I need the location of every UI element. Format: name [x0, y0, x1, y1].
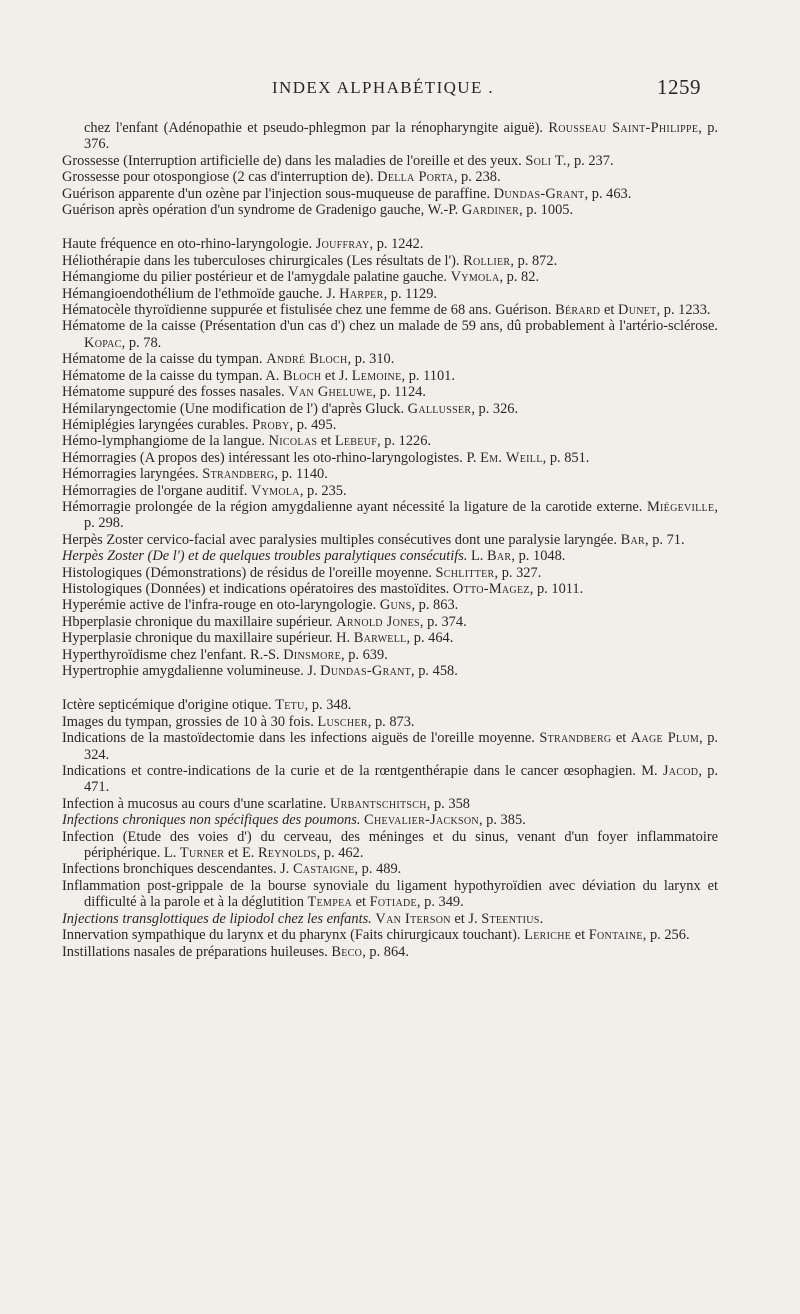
index-entry	[62, 548, 718, 564]
entry-text: , p. 324.	[84, 730, 718, 763]
entry-text: et J.	[321, 367, 352, 384]
author-name: Dundas-Grant	[493, 185, 585, 202]
author-name: Proby	[252, 416, 290, 433]
entry-text: Hypertrophie amygdalienne volumineuse. J.	[62, 663, 321, 679]
author-name: Vymola	[250, 482, 300, 499]
author-name: Em. Weill	[480, 449, 543, 466]
entry-text: , p. 385.	[478, 812, 526, 829]
entry-text: , p. 489.	[354, 861, 402, 878]
page-header	[0, 75, 800, 102]
index-entry	[62, 878, 718, 911]
entry-text: , p. 1242.	[369, 236, 424, 253]
author-name: Gardiner	[461, 202, 520, 219]
entry-text: Hématome de la caisse (Présentation d'un cas d') chez un malade de 59 ans, dû probablement à l'artério-sclérose.	[62, 318, 718, 335]
index-entry	[62, 532, 718, 548]
index-entry	[62, 697, 718, 713]
entry-text: Hyperthyroïdisme chez l'enfant. R.-S.	[62, 646, 284, 663]
entry-text: , p. 235.	[299, 482, 347, 499]
index-entry	[62, 417, 718, 433]
entry-text: Hémorragies laryngées.	[62, 466, 203, 483]
index-entry	[62, 597, 718, 613]
index-entry	[62, 433, 718, 449]
index-entry	[62, 368, 718, 384]
author-name: Bérard	[555, 302, 601, 319]
author-name: Barwell	[353, 630, 407, 647]
index-entries	[62, 120, 718, 960]
author-name: Chevalier-Jackson	[364, 812, 479, 829]
author-name: Gallusser	[407, 400, 472, 417]
entry-text: , p. 326.	[471, 400, 519, 417]
entry-text: et	[571, 927, 589, 944]
index-entry	[62, 763, 718, 796]
index-entry	[62, 927, 718, 943]
entry-text: et J.	[450, 910, 482, 927]
entry-text: Hémorragies (A propos des) intéressant les oto-rhino-laryngologistes. P.	[62, 449, 481, 466]
entry-text: Infection à mucosus au cours d'une scarlatine.	[62, 795, 330, 812]
author-name: Fotiade	[369, 894, 417, 911]
index-entry	[62, 384, 718, 400]
author-name: Jouffray	[315, 236, 370, 253]
index-entry	[62, 202, 718, 218]
author-name: Harper	[339, 285, 384, 302]
index-entry	[62, 861, 718, 877]
entry-title-italic: Infections chroniques non spécifiques des poumons.	[62, 812, 361, 829]
entry-text: Hématome suppuré des fosses nasales.	[62, 384, 289, 401]
entry-text: et	[352, 894, 370, 911]
author-name: Strandberg	[202, 466, 275, 483]
entry-text: , p. 310.	[347, 351, 395, 368]
index-entry	[62, 450, 718, 466]
entry-text: , p. 374.	[419, 613, 467, 630]
index-entry	[62, 286, 718, 302]
entry-text: , p. 358	[426, 795, 470, 812]
entry-text: , p. 495.	[289, 416, 337, 433]
entry-text: , p. 237.	[566, 152, 614, 169]
author-name: Aage Plum	[630, 730, 700, 747]
entry-text: et	[611, 730, 631, 747]
author-name: Bloch	[283, 367, 322, 384]
author-name: André Bloch	[266, 351, 348, 368]
index-entry	[62, 565, 718, 581]
entry-text: Hyperémie active de l'infra-rouge en oto-laryngologie.	[62, 597, 380, 614]
entry-text: Hbperplasie chronique du maxillaire supérieur.	[62, 613, 337, 630]
author-name: Della Porta	[377, 169, 454, 186]
entry-text: et	[317, 433, 335, 450]
entry-title-italic: Herpès Zoster (De l') et de quelques troubles paralytiques consécutifs.	[62, 548, 468, 565]
entry-text: , p. 863.	[411, 597, 459, 614]
entry-text: Hémangiome du pilier postérieur et de l'amygdale palatine gauche.	[62, 269, 451, 286]
running-title: INDEX ALPHABÉTIQUE .	[272, 78, 495, 97]
entry-text: , p. 1011.	[529, 580, 584, 597]
section-gap	[62, 218, 718, 236]
entry-text: Hématocèle thyroïdienne suppurée et fistulisée chez une femme de 68 ans. Guérison.	[62, 302, 556, 319]
entry-text: Hémangioendothélium de l'ethmoïde gauche. J.	[62, 285, 340, 302]
author-name: Urbantschitsch	[329, 795, 427, 812]
index-entry	[62, 236, 718, 252]
entry-text: Hémorragies de l'organe auditif.	[62, 482, 251, 499]
entry-text: , p. 376.	[84, 120, 718, 153]
entry-text: , p. 872.	[510, 252, 558, 269]
index-entry	[62, 581, 718, 597]
author-name: Lemoine	[351, 367, 402, 384]
entry-text: , p. 348.	[304, 697, 352, 714]
author-name: Bar	[487, 548, 512, 565]
entry-text: , p. 864.	[362, 943, 409, 960]
author-name: Castaigne	[292, 861, 355, 878]
author-name: Beco	[331, 943, 363, 960]
entry-text: , p. 873.	[367, 713, 415, 730]
entry-text: L.	[467, 548, 488, 565]
index-entry	[62, 186, 718, 202]
author-name: Bar	[620, 531, 645, 548]
entry-text: , p. 1129.	[383, 285, 438, 302]
entry-text: Histologiques (Données) et indications opératoires des mastoïdites.	[62, 580, 453, 597]
entry-text: et E.	[224, 845, 258, 862]
entry-text: , p. 851.	[542, 449, 590, 466]
author-name: Miégeville	[646, 498, 715, 515]
author-name: Tempea	[307, 894, 352, 911]
author-name: Reynolds	[257, 845, 317, 862]
section-gap	[62, 679, 718, 697]
index-entry	[62, 153, 718, 169]
entry-text: , p. 639.	[341, 646, 388, 663]
index-entry	[62, 302, 718, 318]
entry-text: , p. 1140.	[274, 466, 328, 483]
entry-text: .	[539, 910, 544, 927]
author-name: Otto-Magez	[452, 580, 530, 597]
index-entry	[62, 812, 718, 828]
entry-text: , p. 1226.	[377, 433, 432, 450]
entry-text: Hémorragie prolongée de la région amygdalienne ayant nécessité la ligature de la carotide externe.	[62, 498, 647, 515]
entry-text: , p. 458.	[411, 663, 458, 679]
index-entry-continuation	[62, 120, 718, 153]
entry-text: Hématome de la caisse du tympan.	[62, 351, 267, 368]
page-number: 1259	[657, 75, 701, 99]
index-entry	[62, 169, 718, 185]
author-name: Dinsmore	[283, 646, 342, 663]
entry-text: Indications de la mastoïdectomie dans les infections aiguës de l'oreille moyenne.	[62, 730, 540, 747]
author-name: Guns	[379, 597, 412, 614]
author-name: Soli T.	[525, 152, 567, 169]
entry-text: chez l'enfant (Adénopathie et pseudo-phlegmon par la rénopharyngite aiguë).	[84, 120, 549, 136]
index-entry	[62, 499, 718, 532]
author-name: Dunet	[618, 302, 657, 319]
index-entry	[62, 466, 718, 482]
index-entry	[62, 730, 718, 763]
index-entry	[62, 630, 718, 646]
index-entry	[62, 351, 718, 367]
author-name: Van Gheluwe	[288, 384, 373, 401]
author-name: Nicolas	[268, 433, 318, 450]
author-name: Kopac	[84, 334, 122, 351]
entry-title-italic: Injections transglottiques de lipiodol chez les enfants.	[62, 910, 372, 927]
index-entry	[62, 318, 718, 351]
index-entry	[62, 401, 718, 417]
entry-text: , p. 1124.	[372, 384, 426, 401]
entry-text: , p. 327.	[494, 564, 542, 581]
entry-text: Hyperplasie chronique du maxillaire supérieur. H.	[62, 630, 354, 647]
author-name: Dundas-Grant	[320, 663, 412, 679]
entry-text: Hémo-lymphangiome de la langue.	[62, 433, 269, 450]
author-name: Tetu	[275, 697, 305, 714]
author-name: Vymola	[450, 269, 500, 286]
entry-text: Images du tympan, grossies de 10 à 30 fois.	[62, 713, 318, 730]
author-name: Jacod	[662, 763, 699, 780]
entry-text: , p. 1233.	[656, 302, 711, 319]
entry-text: Hémiplégies laryngées curables.	[62, 416, 253, 433]
author-name: Turner	[179, 845, 225, 862]
entry-text: Infection (Etude des voies d') du cerveau, des méninges et du sinus, venant d'un foyer inflammatoire périphérique. L.	[62, 828, 718, 862]
entry-text: Grossesse pour otospongiose (2 cas d'interruption de).	[62, 169, 378, 186]
entry-text: Haute fréquence en oto-rhino-laryngologie.	[62, 236, 316, 253]
author-name: Strandberg	[539, 730, 612, 747]
author-name: Arnold Jones	[336, 613, 420, 630]
index-entry	[62, 647, 718, 663]
entry-text: , p. 298.	[84, 498, 718, 532]
entry-text: Innervation sympathique du larynx et du pharynx (Faits chirurgicaux touchant).	[62, 927, 525, 944]
author-name: Schlitter	[435, 564, 495, 581]
index-entry	[62, 483, 718, 499]
author-name: Fontaine	[588, 927, 643, 944]
entry-text: , p. 256.	[642, 927, 690, 944]
index-entry	[62, 911, 718, 927]
author-name: Lebeuf	[334, 433, 378, 450]
entry-text: Hémilaryngectomie (Une modification de l') d'après Gluck.	[62, 400, 408, 417]
entry-text: , p. 78.	[121, 334, 162, 351]
entry-text: Guérison après opération d'un syndrome de Gradenigo gauche, W.-P.	[62, 202, 462, 219]
index-entry	[62, 253, 718, 269]
entry-text: , p. 71.	[645, 531, 685, 548]
entry-text: , p. 1005.	[519, 202, 574, 219]
entry-text: Ictère septicémique d'origine otique.	[62, 697, 276, 714]
index-entry	[62, 663, 718, 679]
author-name: Rollier	[463, 252, 511, 269]
entry-text: Inflammation post-grippale de la bourse synoviale du ligament hypothyroïdien avec déviation du larynx et difficulté à la parole et à la déglutition	[62, 877, 718, 911]
entry-text: Infections bronchiques descendantes. J.	[62, 861, 293, 878]
author-name: Steentius	[481, 910, 540, 927]
entry-text: Herpès Zoster cervico-facial avec paralysies multiples consécutives dont une paralysie laryngée.	[62, 531, 621, 548]
author-name: Van Iterson	[375, 910, 451, 927]
entry-text: Grossesse (Interruption artificielle de) dans les maladies de l'oreille et des yeux.	[62, 152, 526, 169]
entry-text: , p. 471.	[84, 763, 718, 796]
entry-text: Héliothérapie dans les tuberculoses chirurgicales (Les résultats de l').	[62, 252, 464, 269]
author-name: Luscher	[317, 713, 368, 730]
entry-text: , p. 1048.	[511, 548, 566, 565]
entry-text: , p. 462.	[316, 845, 364, 862]
entry-text: Instillations nasales de préparations huileuses.	[62, 943, 332, 960]
entry-text: , p. 349.	[416, 894, 464, 911]
entry-text: et	[600, 302, 618, 319]
entry-text: , p. 82.	[499, 269, 540, 286]
entry-text: , p. 1101.	[401, 367, 455, 384]
author-name: Rousseau Saint-Philippe	[548, 120, 699, 136]
index-entry	[62, 829, 718, 862]
index-entry	[62, 269, 718, 285]
entry-text: Guérison apparente d'un ozène par l'injection sous-muqueuse de paraffine.	[62, 185, 494, 202]
entry-text: Indications et contre-indications de la curie et de la rœntgenthérapie dans le cancer œsophagien. M.	[62, 763, 663, 780]
index-entry	[62, 944, 718, 960]
author-name: Leriche	[524, 927, 572, 944]
entry-text: , p. 464.	[406, 630, 454, 647]
index-entry	[62, 796, 718, 812]
entry-text: , p. 238.	[453, 169, 501, 186]
index-entry	[62, 714, 718, 730]
entry-text: Histologiques (Démonstrations) de résidus de l'oreille moyenne.	[62, 564, 436, 581]
index-entry	[62, 614, 718, 630]
entry-text: Hématome de la caisse du tympan. A.	[62, 367, 283, 384]
entry-text: , p. 463.	[584, 185, 632, 202]
